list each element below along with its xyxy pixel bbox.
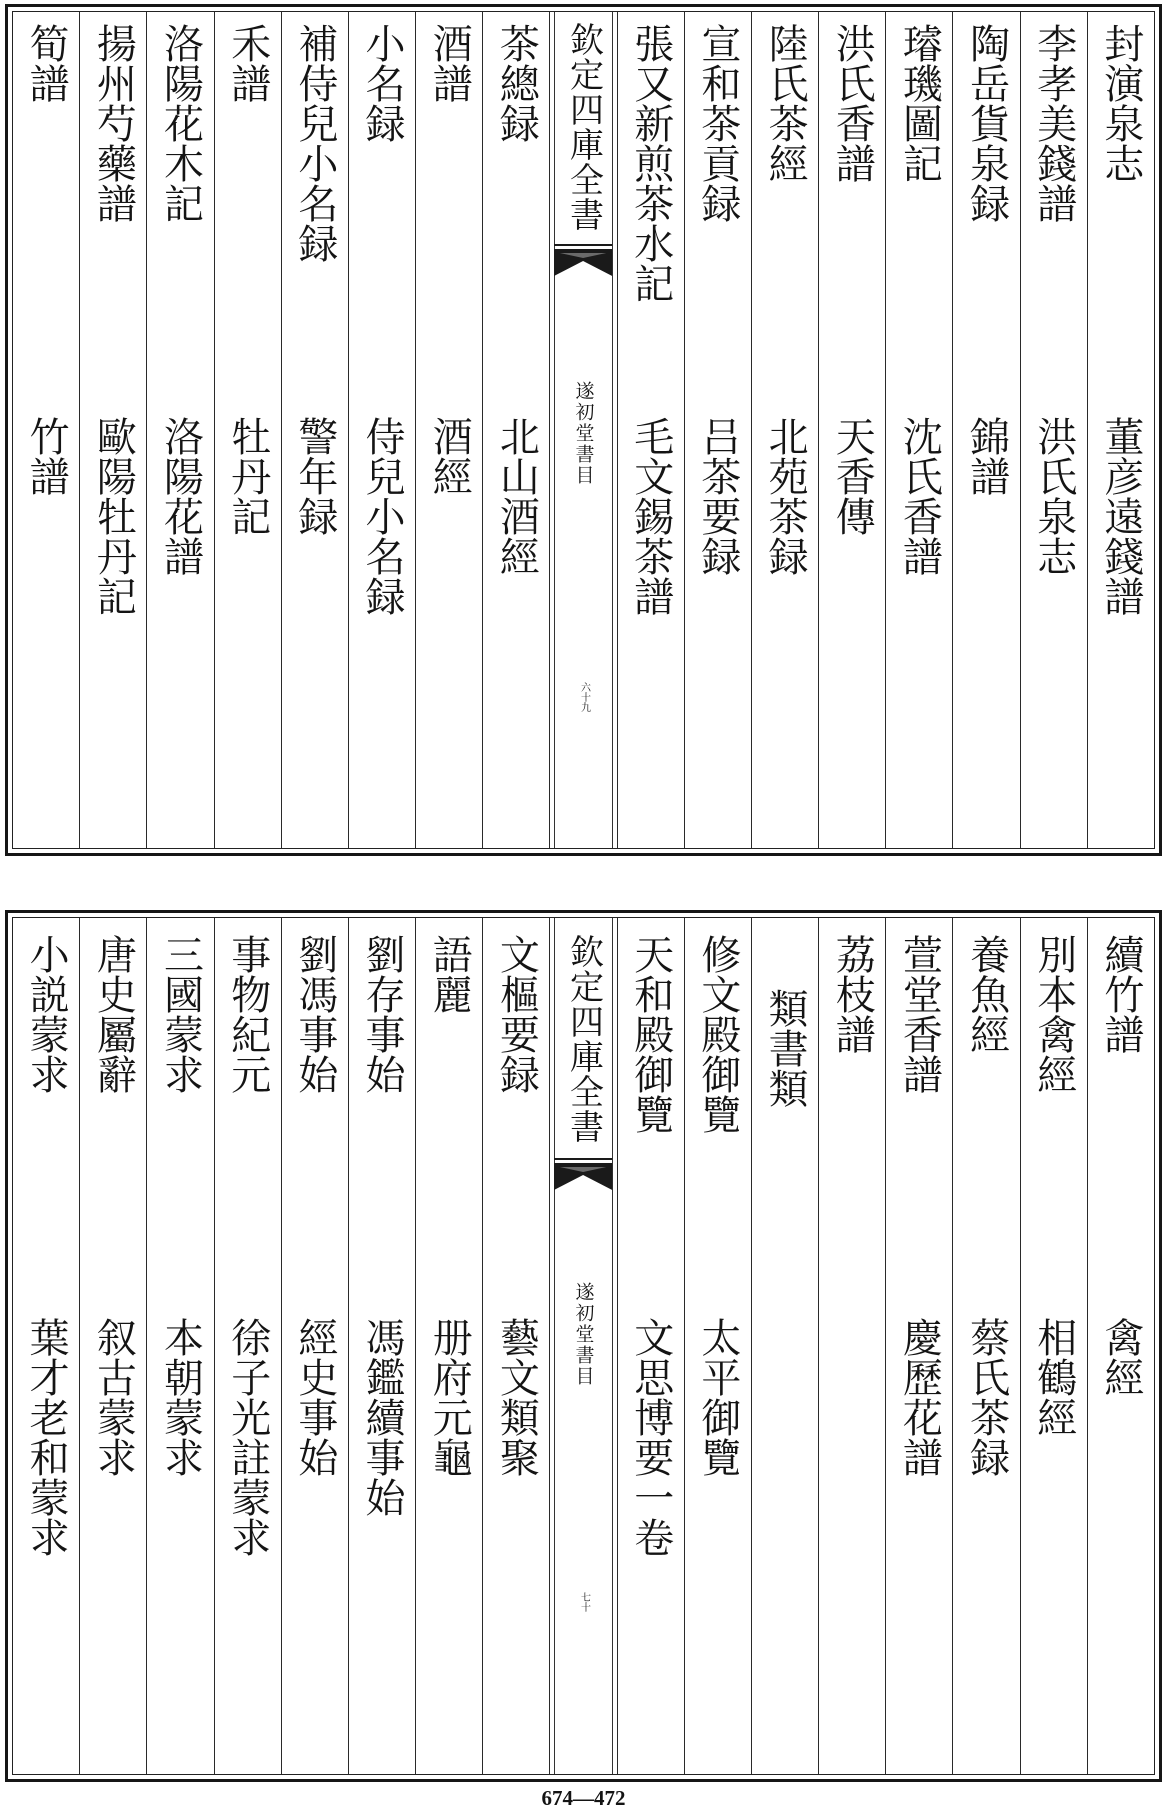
text-column — [1020, 12, 1087, 848]
catalog-entry: 牡丹記 — [224, 416, 271, 536]
text-column — [281, 12, 348, 848]
catalog-entry: 警年録 — [291, 416, 338, 536]
folio-number: 七十 — [578, 1592, 590, 1612]
catalog-entry: 禽經 — [1097, 1317, 1144, 1397]
book-title: 欽定四庫全書 — [563, 22, 604, 232]
catalog-entry: 別本禽經 — [1030, 934, 1077, 1094]
catalog-entry: 陸氏茶經 — [762, 23, 809, 183]
catalog-entry: 養魚經 — [963, 934, 1010, 1054]
text-column — [348, 12, 415, 848]
catalog-entry: 洪氏泉志 — [1030, 416, 1077, 576]
catalog-entry: 補侍兒小名録 — [291, 23, 338, 263]
catalog-entry: 葉才老和蒙求 — [23, 1317, 70, 1557]
catalog-entry: 劉馮事始 — [291, 934, 338, 1094]
catalog-name: 遂初堂書目 — [572, 1282, 595, 1387]
catalog-entry: 茶總録 — [493, 23, 540, 143]
text-column — [214, 12, 281, 848]
catalog-entry: 竹譜 — [23, 416, 70, 496]
catalog-entry: 筍譜 — [23, 23, 70, 103]
catalog-entry: 徐子光註蒙求 — [224, 1317, 271, 1557]
text-column — [952, 918, 1019, 1774]
catalog-entry: 揚州芍藥譜 — [90, 23, 137, 223]
text-column — [1087, 918, 1154, 1774]
center-fold-column — [549, 12, 616, 848]
catalog-entry: 事物紀元 — [224, 934, 271, 1094]
text-column — [146, 12, 213, 848]
text-column — [13, 918, 79, 1774]
catalog-entry: 續竹譜 — [1097, 934, 1144, 1054]
catalog-entry: 北苑茶録 — [762, 416, 809, 576]
page-number: 674—472 — [541, 1786, 626, 1810]
text-column — [617, 918, 684, 1774]
text-column — [885, 12, 952, 848]
text-column — [13, 12, 79, 848]
catalog-name: 遂初堂書目 — [572, 381, 595, 486]
catalog-entry: 侍兒小名録 — [359, 416, 406, 616]
catalog-entry: 天香傳 — [829, 416, 876, 536]
fishtail-ornament-icon — [554, 244, 612, 278]
catalog-entry: 慶歷花譜 — [896, 1317, 943, 1477]
catalog-entry: 唐史屬辭 — [90, 934, 137, 1094]
catalog-entry: 本朝蒙求 — [157, 1317, 204, 1477]
text-column — [684, 918, 751, 1774]
catalog-entry: 封演泉志 — [1097, 23, 1144, 183]
catalog-entry: 語麗 — [426, 934, 473, 1014]
catalog-entry: 陶岳貨泉録 — [963, 23, 1010, 223]
fishtail-ornament-icon — [554, 1158, 612, 1192]
catalog-entry: 馮鑑續事始 — [359, 1317, 406, 1517]
text-column — [281, 918, 348, 1774]
catalog-entry: 禾譜 — [224, 23, 271, 103]
catalog-entry: 北山酒經 — [493, 416, 540, 576]
catalog-entry: 酒經 — [426, 416, 473, 496]
book-title: 欽定四庫全書 — [563, 934, 604, 1144]
catalog-entry: 毛文錫茶譜 — [627, 416, 674, 616]
folio-frame — [12, 11, 1155, 849]
catalog-entry: 沈氏香譜 — [896, 416, 943, 576]
catalog-entry: 文樞要録 — [493, 934, 540, 1094]
text-column — [482, 12, 549, 848]
text-column — [751, 918, 818, 1774]
catalog-entry: 張又新煎茶水記 — [627, 23, 674, 303]
lower-folio-panel — [5, 910, 1162, 1782]
text-columns — [13, 12, 1154, 848]
catalog-entry: 洛陽花譜 — [157, 416, 204, 576]
catalog-entry: 李孝美錢譜 — [1030, 23, 1077, 223]
catalog-entry: 小説蒙求 — [23, 934, 70, 1094]
text-column — [818, 918, 885, 1774]
catalog-entry: 相鶴經 — [1030, 1317, 1077, 1437]
category-heading: 類書類 — [762, 988, 809, 1108]
catalog-entry: 酒譜 — [426, 23, 473, 103]
catalog-entry: 歐陽牡丹記 — [90, 416, 137, 616]
catalog-entry: 荔枝譜 — [829, 934, 876, 1054]
catalog-entry: 天和殿御覽 — [627, 934, 674, 1134]
catalog-entry: 吕茶要録 — [694, 416, 741, 576]
catalog-entry: 修文殿御覽 — [694, 934, 741, 1134]
folio-frame — [12, 917, 1155, 1775]
text-column — [482, 918, 549, 1774]
text-column — [415, 12, 482, 848]
catalog-entry: 叙古蒙求 — [90, 1317, 137, 1477]
catalog-entry: 文思博要一卷 — [627, 1317, 674, 1557]
center-fold-column — [549, 918, 616, 1774]
text-column — [146, 918, 213, 1774]
text-column — [617, 12, 684, 848]
text-column — [79, 12, 146, 848]
text-column — [348, 918, 415, 1774]
text-column — [684, 12, 751, 848]
catalog-entry: 宣和茶貢録 — [694, 23, 741, 223]
catalog-entry: 劉存事始 — [359, 934, 406, 1094]
text-column — [1087, 12, 1154, 848]
text-column — [415, 918, 482, 1774]
catalog-entry: 册府元龜 — [426, 1317, 473, 1477]
catalog-entry: 萱堂香譜 — [896, 934, 943, 1094]
catalog-entry: 董彦遠錢譜 — [1097, 416, 1144, 616]
text-column — [1020, 918, 1087, 1774]
catalog-entry: 太平御覽 — [694, 1317, 741, 1477]
text-column — [751, 12, 818, 848]
folio-number: 六十九 — [578, 682, 590, 712]
text-column — [818, 12, 885, 848]
catalog-entry: 經史事始 — [291, 1317, 338, 1477]
text-columns — [13, 918, 1154, 1774]
catalog-entry: 三國蒙求 — [157, 934, 204, 1094]
text-column — [214, 918, 281, 1774]
catalog-entry: 小名録 — [359, 23, 406, 143]
catalog-entry: 洪氏香譜 — [829, 23, 876, 183]
catalog-entry: 錦譜 — [963, 416, 1010, 496]
catalog-entry: 洛陽花木記 — [157, 23, 204, 223]
upper-folio-panel — [5, 4, 1162, 856]
text-column — [952, 12, 1019, 848]
catalog-entry: 藝文類聚 — [493, 1317, 540, 1477]
text-column — [885, 918, 952, 1774]
catalog-entry: 蔡氏茶録 — [963, 1317, 1010, 1477]
text-column — [79, 918, 146, 1774]
catalog-entry: 璿璣圖記 — [896, 23, 943, 183]
